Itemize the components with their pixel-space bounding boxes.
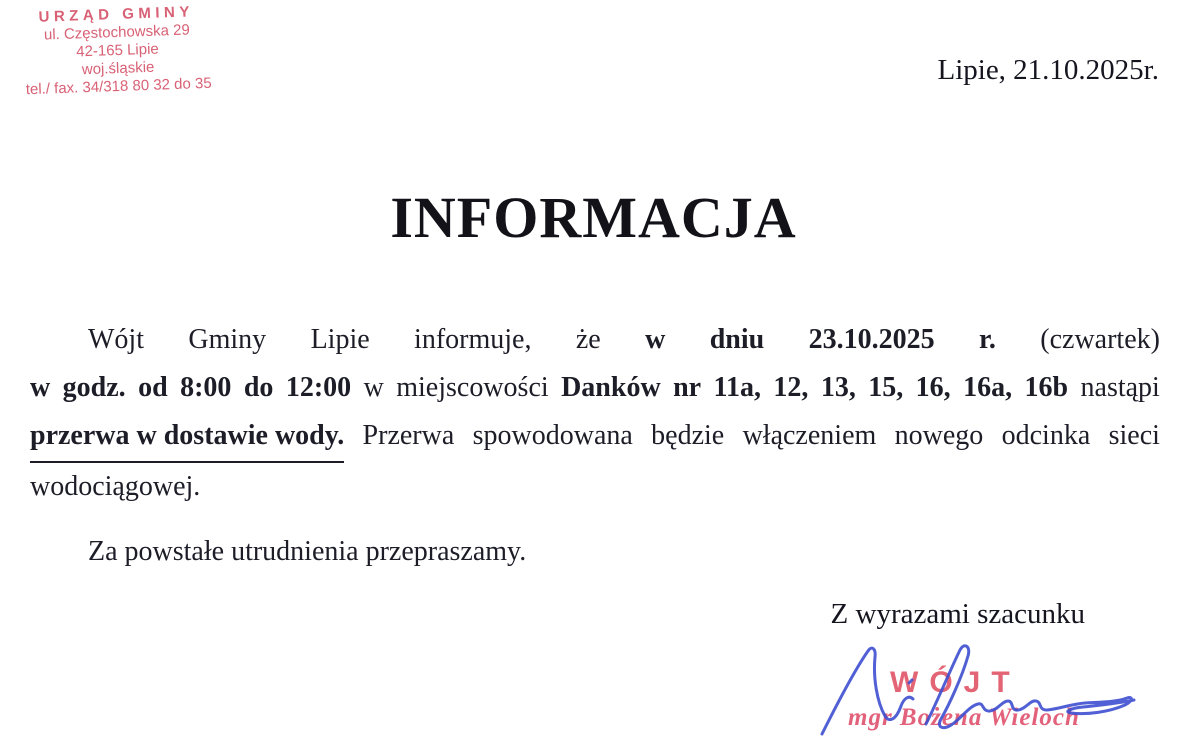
word-segment: spowodowana (472, 420, 633, 451)
stamp-phone-fax: tel./ fax. 34/318 80 32 do 35 (25, 74, 212, 99)
word-segment: 23.10.2025 (808, 324, 935, 355)
word-segment: 16b (1024, 372, 1069, 403)
apology-line: Za powstałe utrudnienia przepraszamy. (88, 536, 527, 567)
word-segment: 16a, (963, 372, 1013, 403)
paragraph-line-2 (30, 364, 1160, 412)
office-address-stamp (8, 2, 226, 99)
word-segment: Wójt (88, 324, 144, 355)
word-segment: od (138, 372, 168, 403)
word-segment: 8:00 (180, 372, 232, 403)
word-segment: (czwartek) (1040, 324, 1160, 355)
word-segment: przerwa w dostawie wody. (30, 412, 344, 463)
word-segment: 15, (868, 372, 904, 403)
word-segment: Danków (561, 372, 661, 403)
signature-block (816, 642, 1146, 744)
word-segment: godz. (62, 372, 126, 403)
word-segment: Lipie (310, 324, 370, 355)
stamp-voivodeship: woj.śląskie (81, 58, 155, 79)
word-segment: sieci (1108, 420, 1160, 451)
word-segment: 12, (773, 372, 809, 403)
paragraph-line-1 (30, 316, 1160, 364)
word-segment: nastąpi (1080, 372, 1160, 403)
word-segment: że (575, 324, 601, 355)
word-segment: miejscowości (396, 372, 549, 403)
word-segment: odcinka (1001, 420, 1091, 451)
word-segment: dniu (709, 324, 765, 355)
stamp-street: ul. Częstochowska 29 (43, 21, 191, 44)
document-title: INFORMACJA (390, 185, 797, 250)
word-segment: nr (673, 372, 702, 403)
word-segment: w (645, 324, 666, 355)
word-segment: informuje, (414, 324, 532, 355)
dateline: Lipie, 21.10.2025r. (937, 54, 1159, 86)
stamp-postal-city: 42-165 Lipie (75, 40, 160, 61)
word-segment: r. (979, 324, 996, 355)
word-segment: 13, (820, 372, 856, 403)
word-segment: Gminy (188, 324, 267, 355)
word-segment: 12:00 (285, 372, 352, 403)
paragraph-line-4: wodociągowej. (30, 471, 201, 502)
signer-name-stamp: mgr Bożena Wieloch (848, 704, 1080, 731)
word-segment: w (363, 372, 384, 403)
word-segment: będzie (651, 420, 725, 451)
word-segment: 11a, (713, 372, 761, 403)
word-segment: nowego (894, 420, 984, 451)
word-segment: włączeniem (742, 420, 877, 451)
signer-title-stamp: WÓJT (890, 666, 1021, 699)
stamp-office-name: URZĄD GMINY (38, 3, 195, 26)
word-segment: do (243, 372, 274, 403)
word-segment: 16, (915, 372, 951, 403)
closing-salutation: Z wyrazami szacunku (830, 598, 1085, 630)
word-segment: Przerwa (362, 420, 455, 451)
word-segment: w (30, 372, 51, 403)
handwritten-signature-icon (816, 642, 1146, 744)
paragraph-line-3 (30, 412, 1160, 463)
main-paragraph (30, 316, 1160, 511)
